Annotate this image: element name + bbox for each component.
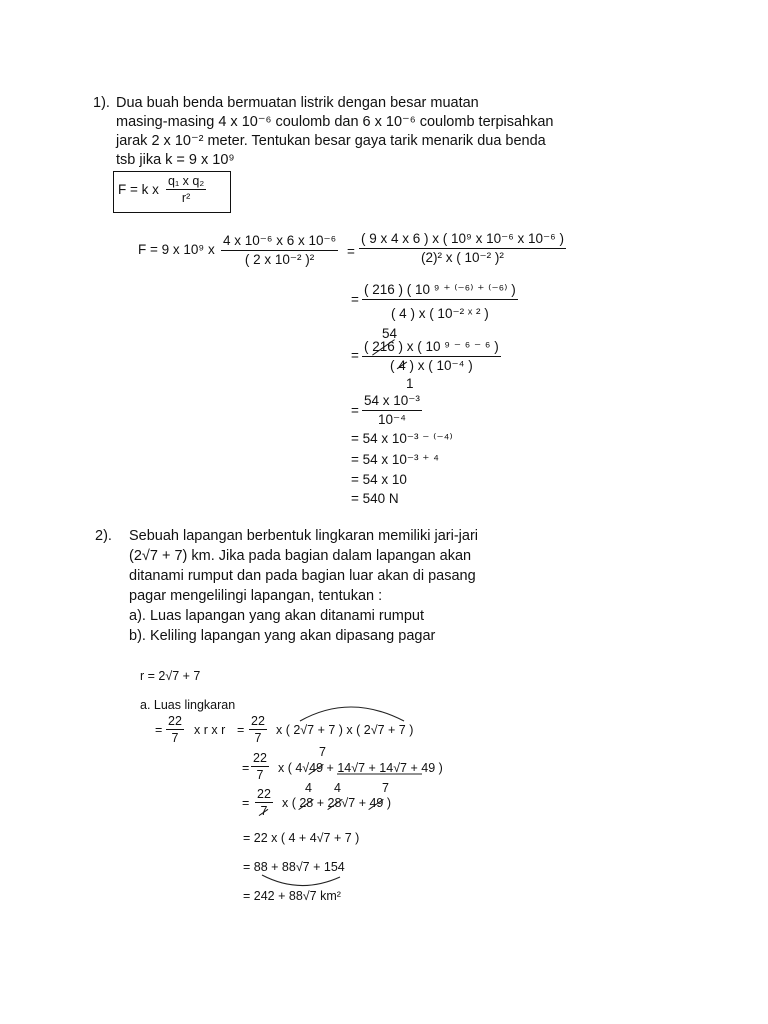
work-1-equals-2: = <box>237 723 245 737</box>
struck-value: 216 <box>372 339 395 354</box>
step-5: = 54 x 10⁻³ ⁻ ⁽⁻⁴⁾ <box>351 431 453 446</box>
radius-definition: r = 2√7 + 7 <box>140 669 201 683</box>
step-4-equals: = <box>351 403 359 418</box>
problem-2-line-1: Sebuah lapangan berbentuk lingkaran memiliki jari-jari <box>129 528 478 544</box>
work-1-equals: = <box>155 723 163 737</box>
step-1-lhs: F = 9 x 10⁹ x <box>138 242 215 257</box>
step-3-annotation-top: 54 <box>382 326 398 341</box>
step-1-equals: = <box>347 244 355 259</box>
fraction-numerator: 22 <box>168 714 182 728</box>
work-1-expansion: x ( 2√7 + 7 ) x ( 2√7 + 7 ) <box>276 723 414 737</box>
step-3-equals: = <box>351 348 359 363</box>
combine-arc <box>262 875 340 886</box>
step-3-annotation-bottom: 1 <box>406 376 414 391</box>
problem-2-line-3: ditanami rumput dan pada bagian luar akan di pasang <box>129 568 476 584</box>
fraction-denominator: 7 <box>171 731 179 746</box>
work-2-annotation: 7 <box>319 745 326 759</box>
part-a-title: a. Luas lingkaran <box>140 698 236 712</box>
problem-2-line-2: (2√7 + 7) km. Jika pada bagian dalam lapangan akan <box>129 548 472 564</box>
step-2-denominator: ( 4 ) x ( 10⁻² ˣ ² ) <box>390 305 489 321</box>
step-3-num-rest: ) x ( 10 ⁹ ⁻ ⁶ ⁻ ⁶ ) <box>394 339 499 354</box>
work-2-part-a: x ( 4√ <box>278 761 310 775</box>
step-1-rhs-denominator: (2)² x ( 10⁻² )² <box>421 249 504 265</box>
problem-1-line-2: masing-masing 4 x 10⁻⁶ coulomb dan 6 x 10⁻⁶ coulomb terpisahkan <box>116 114 554 130</box>
work-3-part-d: ) <box>383 796 392 810</box>
work-3-annotation-2: 4 <box>334 781 341 795</box>
work-3-part-a: x ( <box>282 796 300 810</box>
step-4-denominator: 10⁻⁴ <box>377 411 406 427</box>
struck-value: 4 <box>398 357 406 373</box>
work-2-equals: = <box>242 761 250 775</box>
step-1-denominator: ( 2 x 10⁻² )² <box>244 251 315 267</box>
fraction-numerator: 22 <box>253 751 267 765</box>
problem-2-line-6: b). Keliling lapangan yang akan dipasang pagar <box>129 628 436 644</box>
step-3-num-open: ( <box>364 339 373 354</box>
step-3-den-open: ( <box>390 357 399 373</box>
step-6: = 54 x 10⁻³ ⁺ ⁴ <box>351 452 439 467</box>
step-2-numerator: ( 216 ) ( 10 ⁹ ⁺ ⁽⁻⁶⁾ ⁺ ⁽⁻⁶⁾ ) <box>364 282 516 297</box>
expansion-arc <box>300 707 404 721</box>
step-4-numerator: 54 x 10⁻³ <box>364 393 420 408</box>
formula-lhs: F = k x <box>118 182 159 197</box>
struck-value: 28 <box>299 796 314 810</box>
struck-value: 49 <box>369 796 384 810</box>
work-2-part-b: + 14√7 + 14√7 + 49 ) <box>323 761 443 775</box>
step-3-den-rest: ) x ( 10⁻⁴ ) <box>405 357 473 373</box>
work-4: = 22 x ( 4 + 4√7 + 7 ) <box>243 831 360 845</box>
struck-value: 7 <box>260 804 268 819</box>
step-1-numerator: 4 x 10⁻⁶ x 6 x 10⁻⁶ <box>223 233 337 248</box>
problem-2-line-5: a). Luas lapangan yang akan ditanami rumput <box>129 608 425 624</box>
work-3-annotation-3: 7 <box>382 781 389 795</box>
work-6-result: = 242 + 88√7 km² <box>243 889 341 903</box>
problem-1-line-3: jarak 2 x 10⁻² meter. Tentukan besar gaya tarik menarik dua benda <box>116 133 546 149</box>
work-1-rxr: x r x r <box>194 723 226 737</box>
problem-2-number: 2). <box>95 528 112 544</box>
problem-1-line-4: tsb jika k = 9 x 10⁹ <box>116 152 235 168</box>
fraction-numerator: 22 <box>257 787 271 801</box>
step-8-result: = 540 N <box>351 491 399 506</box>
work-5: = 88 + 88√7 + 154 <box>243 860 345 874</box>
fraction-denominator: 7 <box>254 731 262 746</box>
problem-1-line-1: Dua buah benda bermuatan listrik dengan besar muatan <box>116 95 479 111</box>
problem-1-number: 1). <box>93 95 110 111</box>
work-3-part-c: √7 + <box>341 796 370 810</box>
work-3-equals: = <box>242 796 250 810</box>
fraction-denominator: 7 <box>256 768 264 783</box>
formula-numerator: q₁ x q₂ <box>168 174 205 188</box>
problem-2-line-4: pagar mengelilingi lapangan, tentukan : <box>129 588 383 604</box>
work-3-annotation-1: 4 <box>305 781 312 795</box>
struck-value: 49 <box>309 761 324 775</box>
step-2-equals: = <box>351 292 359 307</box>
fraction-numerator: 22 <box>251 714 265 728</box>
formula-denominator: r² <box>181 191 191 206</box>
struck-value: 28 <box>327 796 342 810</box>
step-7: = 54 x 10 <box>351 472 407 487</box>
step-1-rhs-numerator: ( 9 x 4 x 6 ) x ( 10⁹ x 10⁻⁶ x 10⁻⁶ ) <box>361 231 564 246</box>
work-3-part-b: + <box>313 796 328 810</box>
